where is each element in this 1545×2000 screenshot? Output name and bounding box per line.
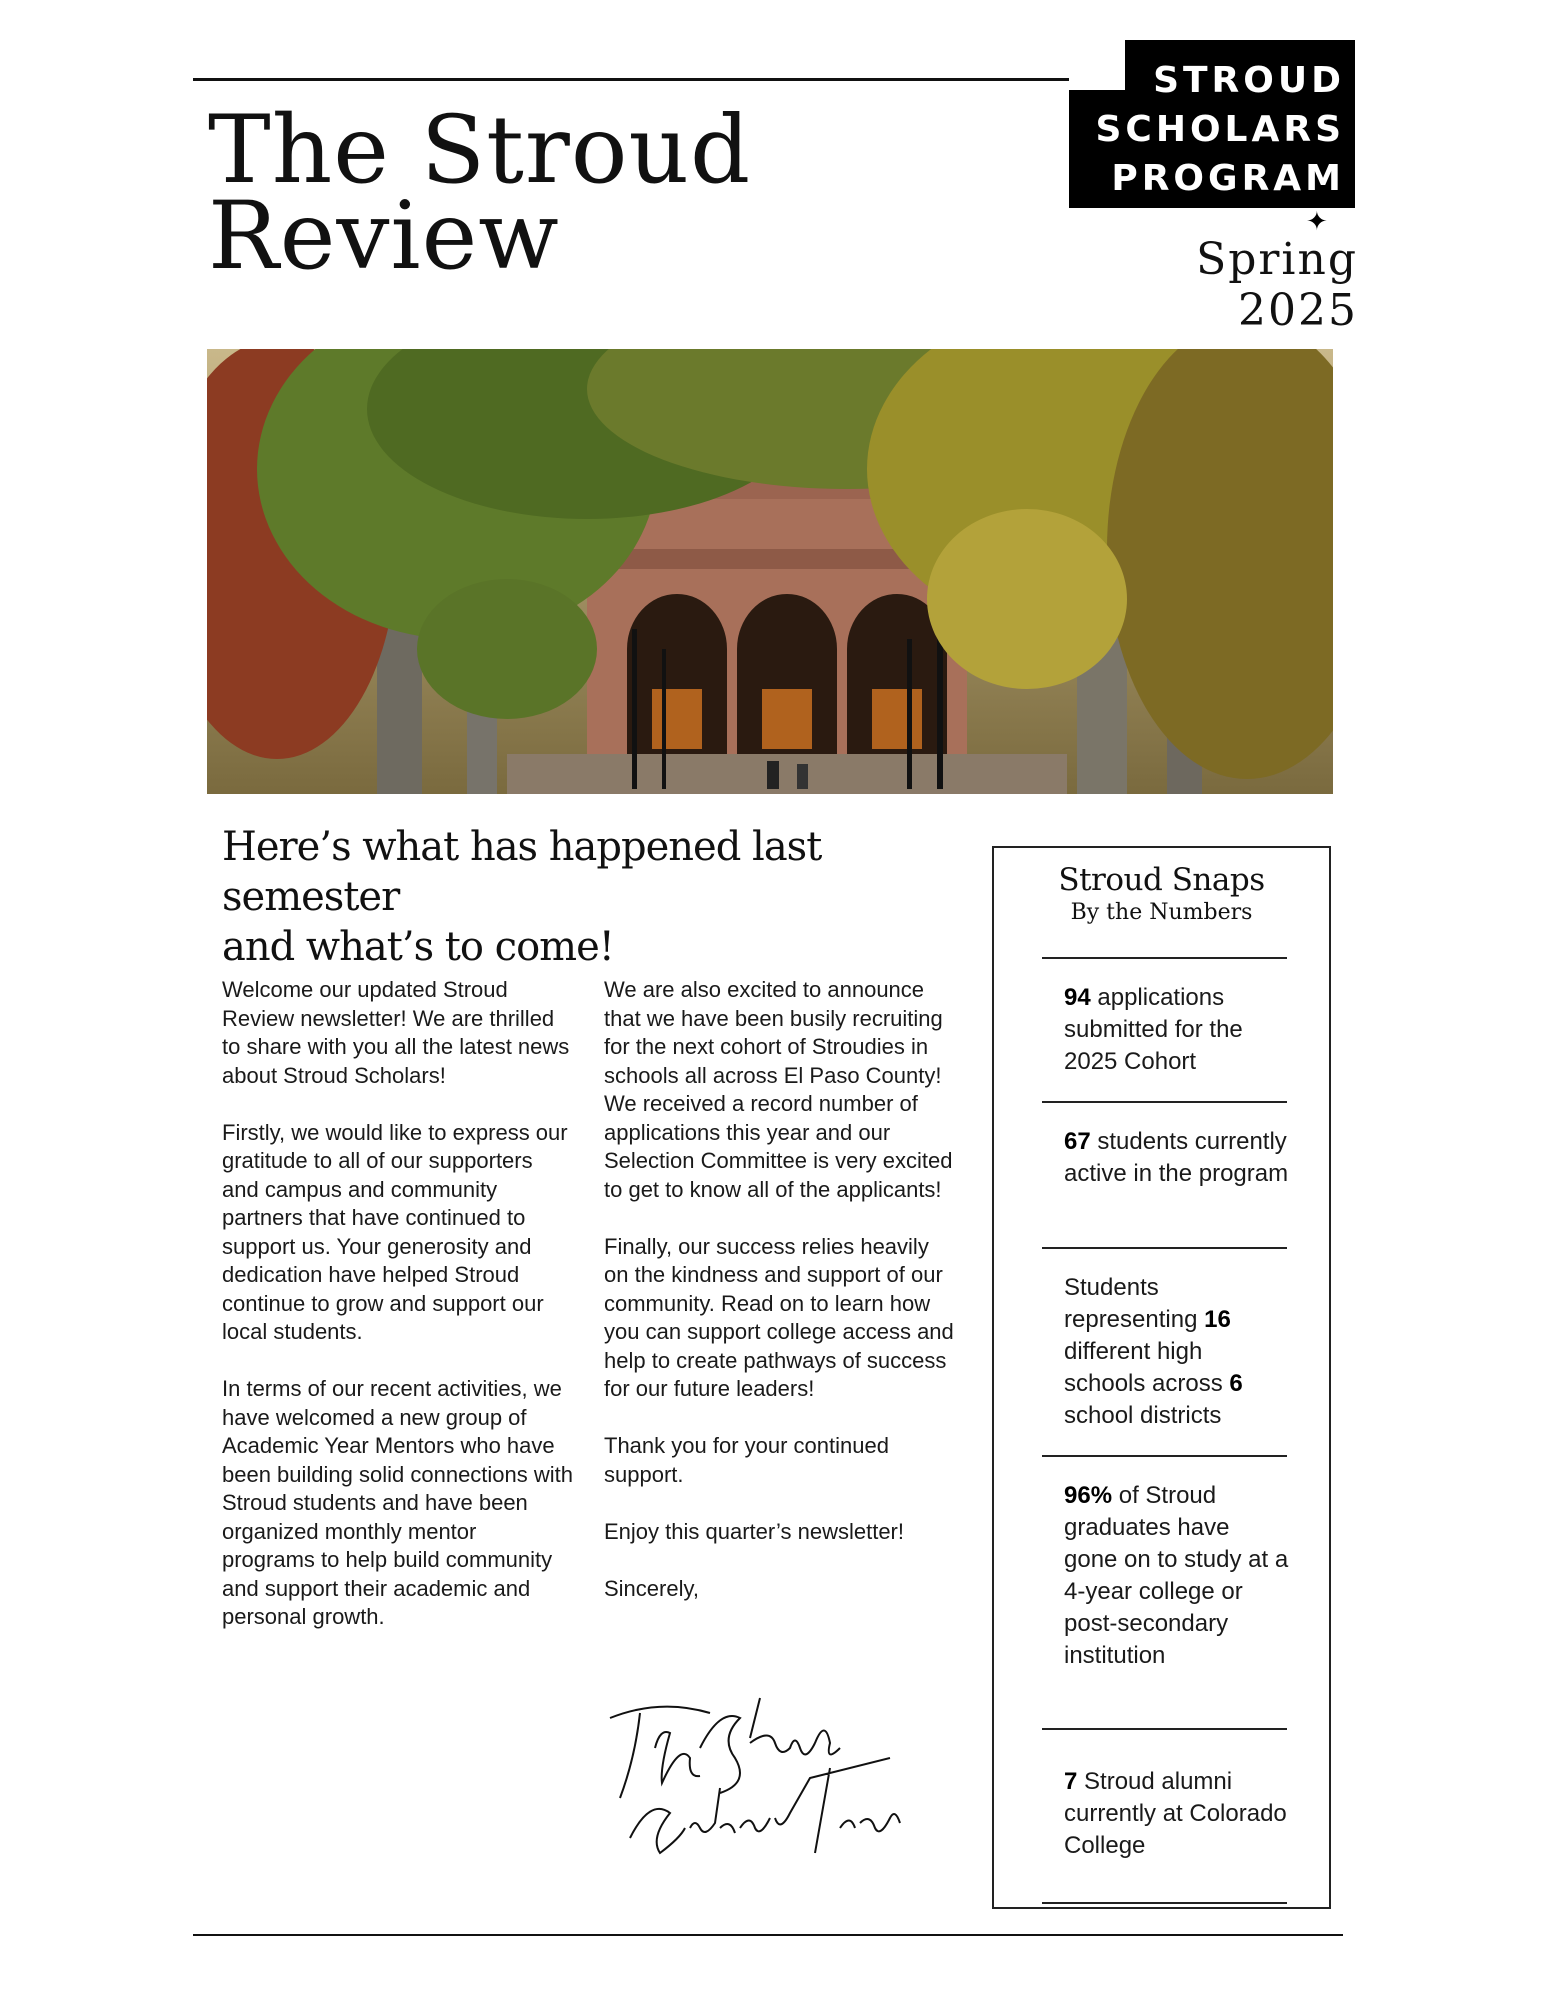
stat-text: Students representing (1064, 1274, 1205, 1333)
paragraph: Enjoy this quarter’s newsletter! (604, 1518, 904, 1544)
issue-season: Spring 2025 (1196, 234, 1358, 336)
paragraph: Thank you for your continued support. (604, 1433, 889, 1487)
paragraph: Finally, our success relies heavily on the kindness and support of our community. Read on to learn how you can support college access and help to create pathways of success for our future leaders! (604, 1233, 954, 1401)
sidebar-divider (1042, 1101, 1287, 1103)
newsletter-title (208, 96, 908, 291)
stat-graduates (1064, 1480, 1289, 1672)
headline-line-1: Here’s what has happened last semester (222, 824, 822, 920)
sidebar-divider (1042, 1247, 1287, 1249)
stat-number: 7 (1064, 1768, 1078, 1795)
stat-applications (1064, 982, 1289, 1078)
top-rule (193, 78, 1128, 81)
sidebar-subtitle: By the Numbers (1070, 900, 1253, 925)
sidebar-title: Stroud Snaps (1058, 862, 1265, 898)
article-column-2 (604, 976, 956, 1632)
stat-number: 6 (1229, 1370, 1243, 1397)
stat-text: students currently active in the program (1064, 1128, 1289, 1187)
stat-text: of Stroud graduates have gone on to study at a 4-year college or post-secondary institution (1064, 1482, 1289, 1669)
stat-schools (1064, 1272, 1289, 1432)
stat-number: 94 (1064, 984, 1091, 1011)
title-line-2: Review (208, 182, 560, 291)
sidebar-divider (1042, 957, 1287, 959)
sidebar-divider (1042, 1902, 1287, 1904)
paragraph: We are also excited to announce that we have been busily recruiting for the next cohort of Stroudies in schools all across El Paso County! We received a record number of applications this year and our Selection Committee is very excited to get to know all of the applicants! (604, 977, 953, 1202)
paragraph: Welcome our updated Stroud Review newsletter! We are thrilled to share with you all the latest news about Stroud Scholars! (222, 977, 570, 1088)
paragraph: Firstly, we would like to express our gratitude to all of our supporters and campus and community partners that have continued to support us. Your generosity and dedication have helped Stroud continue to grow and support our local students. (222, 1119, 568, 1344)
stat-number: 67 (1064, 1128, 1091, 1155)
article-headline (222, 822, 982, 972)
stat-text: different high schools across (1064, 1338, 1230, 1397)
stat-text: Stroud alumni currently at Colorado College (1064, 1768, 1287, 1859)
stat-active-students (1064, 1126, 1289, 1190)
paragraph: In terms of our recent activities, we have welcomed a new group of Academic Year Mentors who have been building solid connections with Stroud students and have been organized monthly mentor programs to help build community and support their academic and personal growth. (222, 1376, 574, 1629)
logo-line-3: PROGRAM (1111, 158, 1345, 199)
stat-text: school districts (1064, 1402, 1222, 1429)
program-logo (1075, 56, 1345, 203)
stat-number: 96% (1064, 1482, 1113, 1509)
sparkle-icon: ✦ (1306, 206, 1328, 236)
logo-line-2: SCHOLARS (1095, 109, 1345, 150)
logo-line-1: STROUD (1153, 60, 1345, 101)
article-column-1 (222, 976, 574, 1660)
headline-line-2: and what’s to come! (222, 924, 614, 970)
sign-off: Sincerely, (604, 1575, 699, 1601)
sidebar-divider (1042, 1728, 1287, 1730)
bottom-rule (193, 1934, 1343, 1936)
stat-text: applications submitted for the 2025 Cohort (1064, 984, 1243, 1075)
stat-number: 16 (1204, 1306, 1231, 1333)
stat-alumni (1064, 1766, 1289, 1862)
sidebar-divider (1042, 1455, 1287, 1457)
handwritten-signature (600, 1688, 910, 1868)
campus-building-photo (207, 349, 1333, 794)
title-line-1: The Stroud (208, 96, 752, 205)
